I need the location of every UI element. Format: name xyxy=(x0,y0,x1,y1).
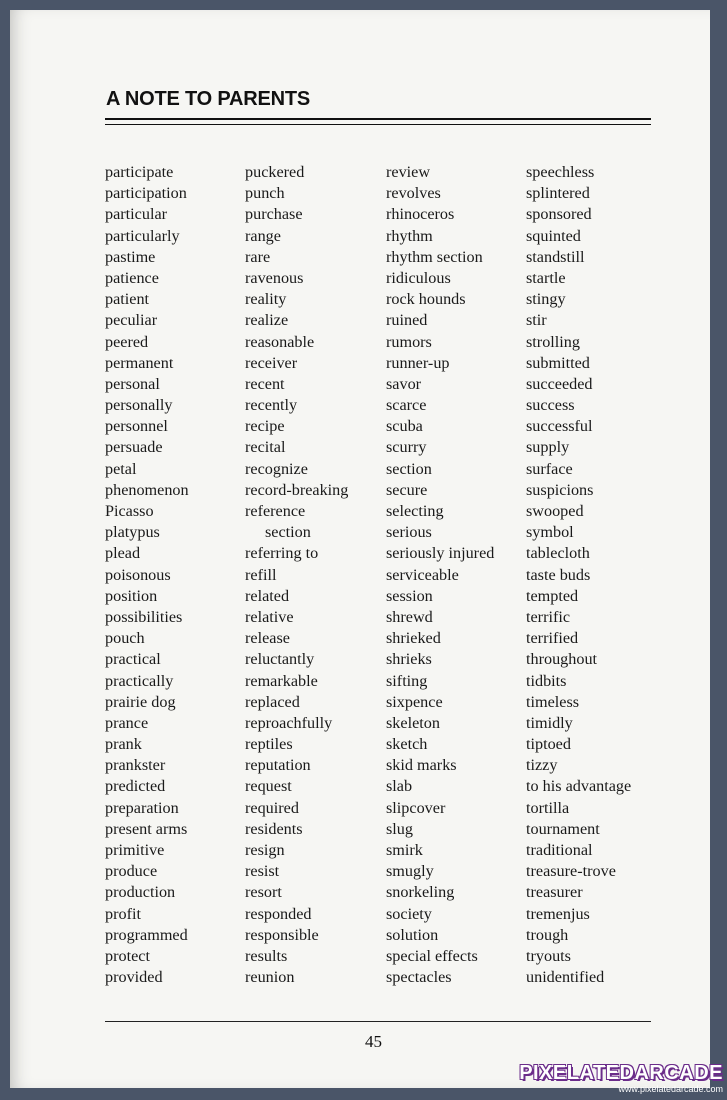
word-entry: prance xyxy=(105,713,149,732)
word-entry: remarkable xyxy=(245,671,318,690)
word-entry: sponsored xyxy=(526,205,592,224)
word-entry: stir xyxy=(526,311,547,330)
word-entry: timidly xyxy=(526,713,573,732)
word-entry: taste buds xyxy=(526,565,591,584)
word-entry: surface xyxy=(526,459,573,478)
word-entry: tizzy xyxy=(526,756,558,775)
word-entry: unidentified xyxy=(526,968,605,987)
word-entry: prairie dog xyxy=(105,692,176,711)
word-entry: resist xyxy=(245,862,280,881)
word-entry: request xyxy=(245,777,292,796)
word-entry: section xyxy=(265,523,311,542)
word-entry: splintered xyxy=(526,184,590,203)
word-entry: scurry xyxy=(386,438,427,457)
word-entry: recognize xyxy=(245,459,308,478)
word-entry: persuade xyxy=(105,438,163,457)
word-entry: puckered xyxy=(245,163,305,181)
word-entry: slab xyxy=(386,777,413,796)
word-entry: section xyxy=(386,459,432,478)
word-entry: traditional xyxy=(526,841,593,859)
word-entry: programmed xyxy=(105,925,188,944)
word-entry: rhythm xyxy=(386,226,433,245)
word-entry: pastime xyxy=(105,247,156,266)
word-entry: prank xyxy=(105,735,142,754)
word-entry: prankster xyxy=(105,756,166,775)
word-entry: recital xyxy=(245,438,286,457)
word-entry: startle xyxy=(526,268,566,287)
word-entry: resort xyxy=(245,883,282,902)
word-entry: snorkeling xyxy=(386,883,455,902)
word-column-2 xyxy=(245,162,348,988)
word-entry: scuba xyxy=(386,417,423,436)
word-entry: required xyxy=(245,798,299,817)
word-entry: protect xyxy=(105,946,150,965)
word-entry: society xyxy=(386,904,432,923)
word-entry: smugly xyxy=(386,862,434,881)
word-entry: reunion xyxy=(245,968,295,987)
word-entry: supply xyxy=(526,438,570,457)
word-entry: residents xyxy=(245,819,303,838)
word-entry: related xyxy=(245,586,290,605)
word-entry: succeeded xyxy=(526,374,593,393)
word-entry: results xyxy=(245,946,288,965)
word-entry: responded xyxy=(245,904,312,923)
word-entry: tortilla xyxy=(526,798,570,817)
word-entry: tryouts xyxy=(526,946,571,965)
word-entry: session xyxy=(386,586,433,605)
watermark xyxy=(519,1062,723,1094)
word-entry: reptiles xyxy=(245,735,293,754)
word-entry: patient xyxy=(105,290,150,309)
word-entry: selecting xyxy=(386,502,444,520)
word-entry: range xyxy=(245,226,281,245)
word-entry: punch xyxy=(245,184,285,203)
word-entry: possibilities xyxy=(105,607,183,626)
word-entry: reputation xyxy=(245,756,311,775)
word-entry: rumors xyxy=(386,332,432,351)
word-entry: standstill xyxy=(526,247,585,266)
word-entry: slipcover xyxy=(386,798,446,817)
word-entry: produce xyxy=(105,862,158,881)
word-entry: ruined xyxy=(386,311,428,330)
word-entry: spectacles xyxy=(386,968,452,987)
page-number: 45 xyxy=(365,1032,382,1051)
word-entry: particular xyxy=(105,205,168,224)
word-entry: personnel xyxy=(105,417,168,436)
word-entry: recipe xyxy=(245,417,285,436)
word-entry: predicted xyxy=(105,777,166,796)
word-entry: reference xyxy=(245,502,306,520)
word-entry: resign xyxy=(245,841,285,859)
word-entry: referring to xyxy=(245,544,319,563)
word-entry: suspicions xyxy=(526,480,594,499)
word-entry: sketch xyxy=(386,735,428,754)
word-entry: platypus xyxy=(105,523,160,542)
word-entry: ridiculous xyxy=(386,268,451,287)
word-entry: savor xyxy=(386,374,422,393)
word-entry: refill xyxy=(245,565,277,584)
watermark-url: www.pixelatedarcade.com xyxy=(618,1084,723,1094)
heading-rule-thin xyxy=(105,124,651,125)
word-entry: sifting xyxy=(386,671,428,690)
word-entry: terrified xyxy=(526,629,579,648)
word-entry: runner-up xyxy=(386,353,450,372)
word-entry: provided xyxy=(105,968,163,987)
word-entry: successful xyxy=(526,417,593,436)
word-entry: treasurer xyxy=(526,883,583,902)
word-entry: shrieked xyxy=(386,629,441,648)
word-entry: receiver xyxy=(245,353,298,372)
word-entry: preparation xyxy=(105,798,179,817)
word-entry: practically xyxy=(105,671,174,690)
word-entry: Picasso xyxy=(105,502,154,520)
word-entry: patience xyxy=(105,268,159,287)
word-entry: participate xyxy=(105,163,174,181)
word-entry: rhythm section xyxy=(386,247,483,266)
word-entry: rare xyxy=(245,247,271,266)
word-entry: review xyxy=(386,163,431,181)
word-entry: rhinoceros xyxy=(386,205,455,224)
word-entry: replaced xyxy=(245,692,300,711)
word-entry: particularly xyxy=(105,226,180,245)
word-column-1 xyxy=(105,162,189,988)
word-entry: tablecloth xyxy=(526,544,590,563)
word-entry: skid marks xyxy=(386,756,457,775)
word-entry: shrieks xyxy=(386,650,432,669)
word-entry: strolling xyxy=(526,332,580,351)
word-entry: tiptoed xyxy=(526,735,571,754)
page-heading: A NOTE TO PARENTS xyxy=(106,88,311,110)
heading-rule-thick xyxy=(105,118,651,120)
word-entry: petal xyxy=(105,459,137,478)
word-entry: submitted xyxy=(526,353,590,372)
word-entry: sixpence xyxy=(386,692,443,711)
word-entry: record-breaking xyxy=(245,480,349,499)
word-entry: phenomenon xyxy=(105,480,189,499)
word-entry: slug xyxy=(386,819,413,838)
word-entry: reluctantly xyxy=(245,650,315,669)
word-entry: plead xyxy=(105,544,141,563)
word-entry: timeless xyxy=(526,692,580,711)
word-entry: scarce xyxy=(386,396,427,415)
word-entry: personal xyxy=(105,374,160,393)
word-column-4 xyxy=(526,162,631,988)
word-entry: pouch xyxy=(105,629,145,648)
word-entry: peculiar xyxy=(105,311,158,330)
word-entry: recently xyxy=(245,396,298,415)
word-entry: responsible xyxy=(245,925,319,944)
word-entry: peered xyxy=(105,332,149,351)
word-entry: purchase xyxy=(245,205,303,224)
word-entry: smirk xyxy=(386,841,423,859)
word-entry: solution xyxy=(386,925,439,944)
word-entry: tempted xyxy=(526,586,579,605)
word-entry: tournament xyxy=(526,819,600,838)
word-entry: relative xyxy=(245,607,294,626)
word-entry: swooped xyxy=(526,502,584,520)
word-entry: revolves xyxy=(386,184,441,203)
word-entry: skeleton xyxy=(386,713,440,732)
watermark-logo-text: PIXELATEDARCADE xyxy=(519,1062,723,1084)
word-entry: treasure-trove xyxy=(526,862,616,881)
word-entry: trough xyxy=(526,925,569,944)
word-entry: shrewd xyxy=(386,607,433,626)
word-entry: serious xyxy=(386,523,432,542)
footer-rule xyxy=(105,1021,651,1022)
word-entry: present arms xyxy=(105,819,188,838)
word-entry: reality xyxy=(245,290,287,309)
word-entry: release xyxy=(245,629,290,648)
word-column-3 xyxy=(386,162,494,988)
word-entry: seriously injured xyxy=(386,544,495,563)
word-entry: participation xyxy=(105,184,187,203)
word-entry: poisonous xyxy=(105,565,171,584)
word-entry: tremenjus xyxy=(526,904,590,923)
word-entry: primitive xyxy=(105,841,165,859)
word-entry: practical xyxy=(105,650,161,669)
word-entry: reproachfully xyxy=(245,713,333,732)
word-entry: tidbits xyxy=(526,671,567,690)
word-entry: production xyxy=(105,883,176,902)
word-entry: realize xyxy=(245,311,289,330)
word-entry: personally xyxy=(105,396,173,415)
word-entry: serviceable xyxy=(386,565,459,584)
word-entry: rock hounds xyxy=(386,290,466,309)
word-entry: profit xyxy=(105,904,141,923)
word-entry: success xyxy=(526,396,575,415)
word-entry: speechless xyxy=(526,163,595,181)
word-entry: position xyxy=(105,586,158,605)
word-entry: squinted xyxy=(526,226,581,245)
word-entry: stingy xyxy=(526,290,566,309)
word-entry: symbol xyxy=(526,523,574,542)
word-entry: special effects xyxy=(386,946,478,965)
word-entry: reasonable xyxy=(245,332,315,351)
word-entry: recent xyxy=(245,374,285,393)
word-entry: to his advantage xyxy=(526,777,632,796)
word-entry: ravenous xyxy=(245,268,304,287)
book-page xyxy=(10,10,710,1088)
word-entry: secure xyxy=(386,480,428,499)
word-entry: terrific xyxy=(526,607,571,626)
word-entry: permanent xyxy=(105,353,174,372)
word-entry: throughout xyxy=(526,650,598,669)
